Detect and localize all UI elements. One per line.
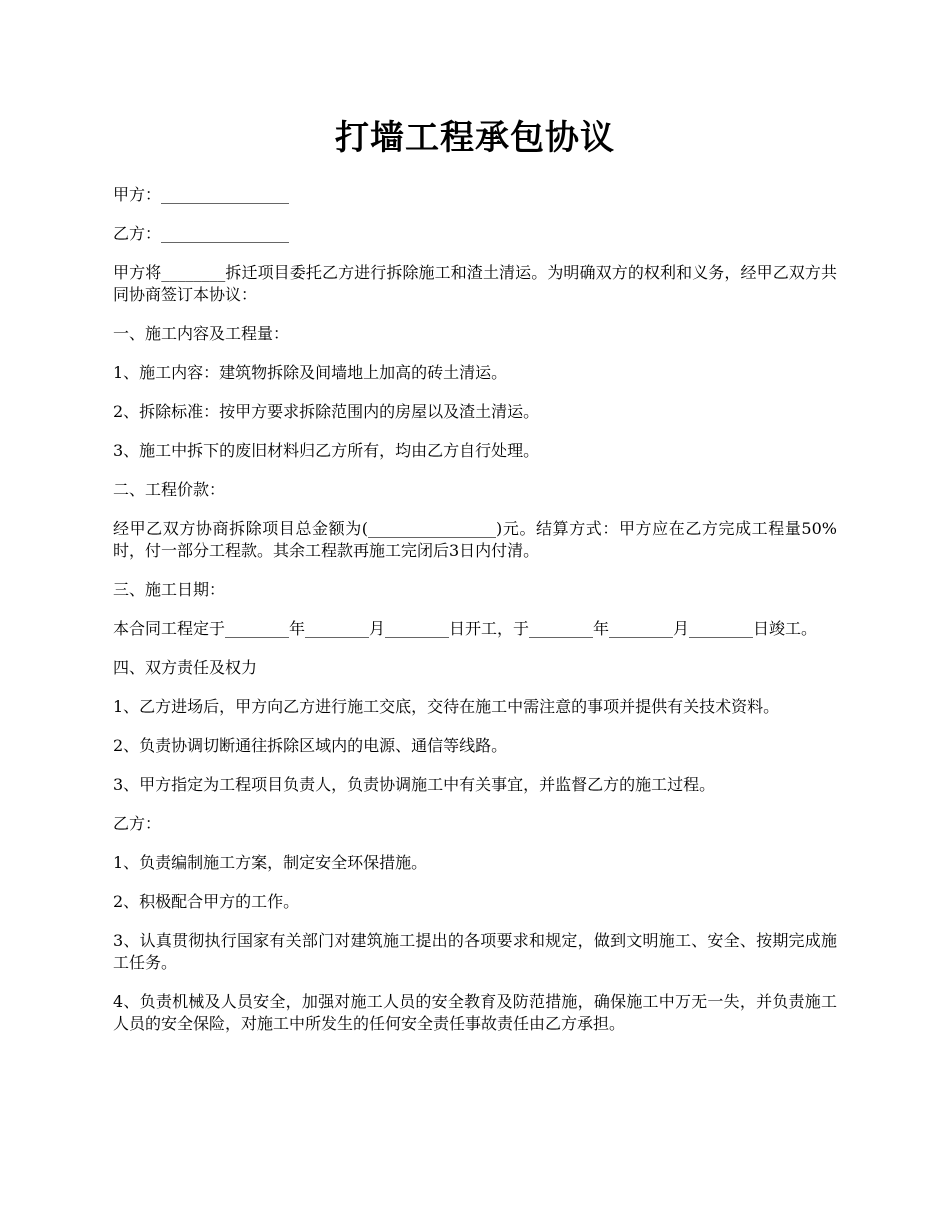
- scope-item-3: 3、施工中拆下的废旧材料归乙方所有，均由乙方自行处理。: [113, 441, 540, 460]
- document-title: 打墙工程承包协议: [335, 118, 615, 158]
- document-body: [113, 184, 837, 1035]
- section-heading-price: 二、工程价款：: [113, 480, 226, 499]
- intro-paragraph: 甲方将________拆迁项目委托乙方进行拆除施工和渣土清运。为明确双方的权利和义务，经甲乙双方共同协商签订本协议：: [113, 263, 837, 304]
- scope-item-2: 2、拆除标准：按甲方要求拆除范围内的房屋以及渣土清运。: [113, 402, 540, 421]
- dates-paragraph: 本合同工程定于________年________月________日开工，于________年________月________日竣工。: [113, 619, 818, 638]
- section-heading-scope: 一、施工内容及工程量：: [113, 324, 290, 343]
- section-heading-dates: 三、施工日期：: [113, 580, 226, 599]
- party-a-duty-1: 1、乙方进场后，甲方向乙方进行施工交底，交待在施工中需注意的事项并提供有关技术资料。: [113, 697, 780, 716]
- party-a-line: 甲方：________________: [113, 185, 290, 204]
- party-a-duty-3: 3、甲方指定为工程项目负责人，负责协调施工中有关事宜，并监督乙方的施工过程。: [113, 775, 716, 794]
- section-heading-duties: 四、双方责任及权力: [113, 658, 258, 677]
- party-b-heading: 乙方：: [113, 814, 162, 833]
- scope-item-1: 1、施工内容：建筑物拆除及间墙地上加高的砖土清运。: [113, 363, 508, 382]
- party-b-duty-1: 1、负责编制施工方案，制定安全环保措施。: [113, 853, 428, 872]
- party-a-duty-2: 2、负责协调切断通往拆除区域内的电源、通信等线路。: [113, 736, 508, 755]
- price-paragraph: 经甲乙双方协商拆除项目总金额为(________________)元。结算方式：甲方应在乙方完成工程量50%时，付一部分工程款。其余工程款再施工完闭后3日内付清。: [113, 519, 837, 560]
- party-b-duty-2: 2、积极配合甲方的工作。: [113, 892, 300, 911]
- party-b-duty-4: 4、负责机械及人员安全，加强对施工人员的安全教育及防范措施，确保施工中万无一失，并负责施工人员的安全保险，对施工中所发生的任何安全责任事故责任由乙方承担。: [113, 992, 837, 1033]
- party-b-line: 乙方：________________: [113, 224, 290, 243]
- party-b-duty-3: 3、认真贯彻执行国家有关部门对建筑施工提出的各项要求和规定，做到文明施工、安全、按期完成施工任务。: [113, 931, 837, 972]
